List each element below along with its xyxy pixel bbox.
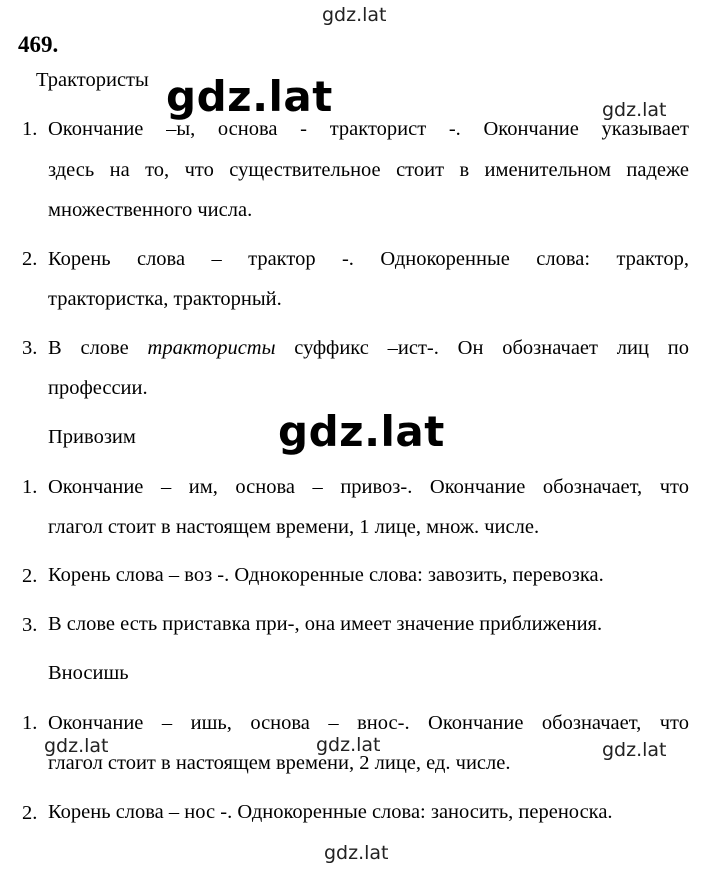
item-number: 3. — [22, 614, 38, 636]
watermark-footer: gdz.lat — [324, 842, 389, 864]
watermark-large-1: gdz.lat — [166, 72, 333, 121]
item-line: Корень слова – нос -. Однокоренные слова: заносить, переноска. — [48, 801, 613, 823]
watermark-large-2: gdz.lat — [278, 407, 445, 456]
item-number: 2. — [22, 565, 38, 587]
item-line: глагол стоит в настоящем времени, 2 лице, ед. числе. — [48, 752, 511, 774]
item-number: 1. — [22, 476, 38, 498]
item-text: В слове — [48, 337, 148, 359]
item-line: здесь на то, что существительное стоит в именительном падеже — [48, 159, 689, 181]
item-line: Корень слова – воз -. Однокоренные слова: завозить, перевозка. — [48, 564, 604, 586]
watermark-bottom-center: gdz.lat — [316, 734, 381, 756]
item-line: В слове есть приставка при-, она имеет значение приближения. — [48, 613, 603, 635]
item-line: Окончание – им, основа – привоз-. Окончание обозначает, что — [48, 476, 689, 498]
watermark-top: gdz.lat — [322, 4, 387, 26]
item-line: Окончание –ы, основа - тракторист -. Окончание указывает — [48, 118, 689, 140]
item-number: 2. — [22, 248, 38, 270]
item-line: Корень слова – трактор -. Однокоренные слова: трактор, — [48, 248, 689, 270]
item-line: глагол стоит в настоящем времени, 1 лице, множ. числе. — [48, 516, 540, 538]
task-number: 469. — [18, 32, 59, 57]
item-text: суффикс –ист-. Он обозначает лиц по — [275, 337, 689, 359]
item-line — [48, 337, 689, 360]
item-line: множественного числа. — [48, 199, 253, 221]
item-line: Окончание – ишь, основа – внос-. Окончание обозначает, что — [48, 712, 689, 734]
watermark-right: gdz.lat — [602, 99, 667, 121]
italic-word: трактористы — [147, 337, 276, 359]
item-line: профессии. — [48, 377, 148, 399]
section-word: Привозим — [48, 426, 136, 448]
item-number: 3. — [22, 337, 38, 359]
section-word: Трактористы — [36, 69, 149, 91]
watermark-bottom-right: gdz.lat — [602, 739, 667, 761]
item-line: трактористка, тракторный. — [48, 288, 282, 310]
item-number: 2. — [22, 802, 38, 824]
item-number: 1. — [22, 118, 38, 140]
item-number: 1. — [22, 712, 38, 734]
watermark-bottom-left: gdz.lat — [44, 735, 109, 757]
section-word: Вносишь — [48, 662, 129, 684]
